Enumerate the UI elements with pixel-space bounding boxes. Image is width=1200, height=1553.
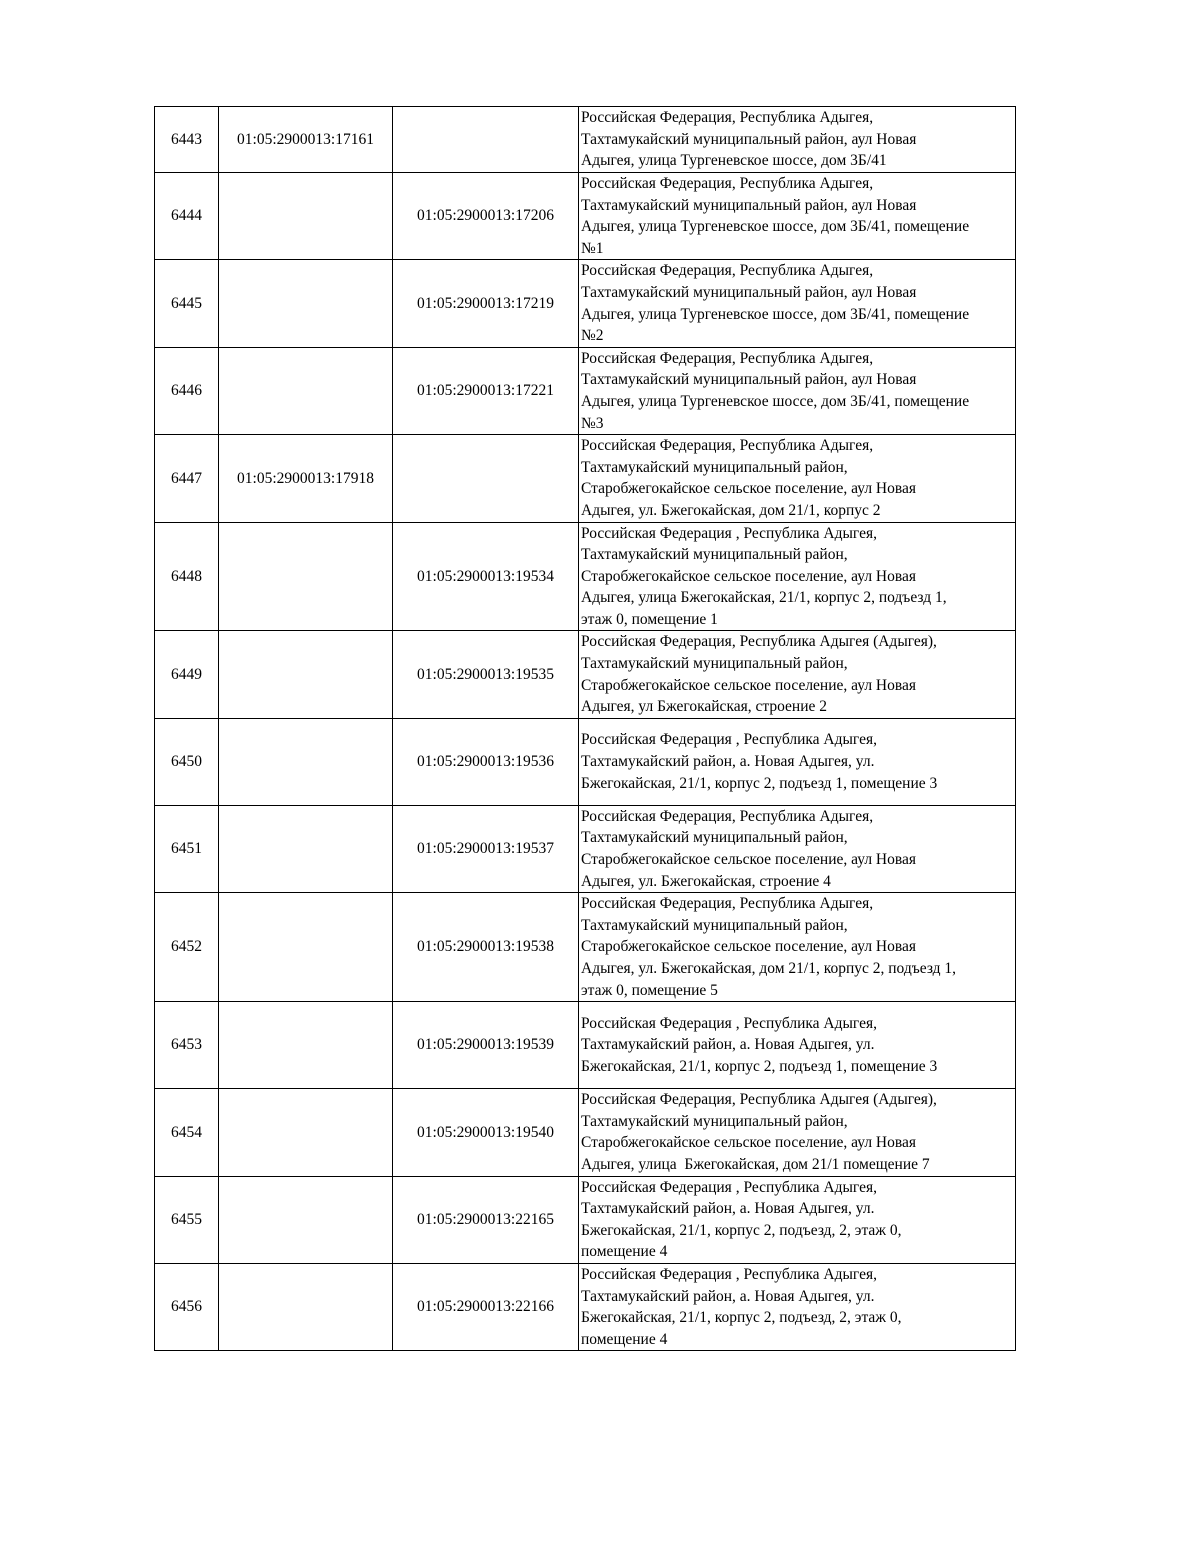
address-line: Российская Федерация, Республика Адыгея (Адыгея),	[581, 633, 937, 651]
row-number: 6447	[155, 435, 219, 522]
row-number: 6446	[155, 347, 219, 434]
parcel-cadastral-number	[219, 522, 393, 631]
row-number: 6444	[155, 173, 219, 260]
address-line: Старобжегокайское сельское поселение, аул Новая	[581, 567, 916, 585]
row-number: 6452	[155, 893, 219, 1002]
address-line: помещение 4	[581, 1243, 668, 1261]
premise-cadastral-number: 01:05:2900013:17221	[393, 347, 579, 434]
address-cell	[579, 718, 1016, 805]
address-line: Тахтамукайский район, а. Новая Адыгея, ул.	[581, 1287, 875, 1305]
address-line: №3	[581, 414, 604, 432]
table-row	[155, 435, 1016, 522]
address-line: Российская Федерация, Республика Адыгея,	[581, 349, 874, 367]
premise-cadastral-number: 01:05:2900013:17219	[393, 260, 579, 347]
address-cell	[579, 1089, 1016, 1176]
address-line: Старобжегокайское сельское поселение, аул Новая	[581, 938, 916, 956]
address-line: Бжегокайская, 21/1, корпус 2, подъезд, 2, этаж 0,	[581, 1221, 902, 1239]
row-number: 6449	[155, 631, 219, 718]
address-line: №2	[581, 327, 604, 345]
registry-table-body	[155, 107, 1016, 1351]
parcel-cadastral-number	[219, 1263, 393, 1350]
table-row	[155, 1002, 1016, 1089]
address-line: Бжегокайская, 21/1, корпус 2, подъезд 1, помещение 3	[581, 774, 938, 792]
address-line: Бжегокайская, 21/1, корпус 2, подъезд, 2, этаж 0,	[581, 1309, 902, 1327]
parcel-cadastral-number	[219, 893, 393, 1002]
parcel-cadastral-number	[219, 805, 393, 892]
premise-cadastral-number: 01:05:2900013:19537	[393, 805, 579, 892]
row-number: 6451	[155, 805, 219, 892]
premise-cadastral-number: 01:05:2900013:19535	[393, 631, 579, 718]
address-line: Старобжегокайское сельское поселение, аул Новая	[581, 851, 916, 869]
address-line: Российская Федерация , Республика Адыгея,	[581, 1178, 877, 1196]
row-number: 6443	[155, 107, 219, 173]
address-line: помещение 4	[581, 1330, 668, 1348]
address-cell	[579, 347, 1016, 434]
row-number: 6450	[155, 718, 219, 805]
table-row	[155, 1263, 1016, 1350]
parcel-cadastral-number	[219, 1176, 393, 1263]
premise-cadastral-number: 01:05:2900013:22166	[393, 1263, 579, 1350]
parcel-cadastral-number	[219, 631, 393, 718]
table-row	[155, 631, 1016, 718]
table-row	[155, 1176, 1016, 1263]
table-row	[155, 718, 1016, 805]
address-line: этаж 0, помещение 5	[581, 981, 718, 999]
address-line: Старобжегокайское сельское поселение, аул Новая	[581, 480, 916, 498]
address-line: Тахтамукайский муниципальный район, аул Новая	[581, 283, 917, 301]
address-line: №1	[581, 239, 604, 257]
address-line: Тахтамукайский муниципальный район,	[581, 546, 848, 564]
parcel-cadastral-number: 01:05:2900013:17918	[219, 435, 393, 522]
address-line: этаж 0, помещение 1	[581, 610, 718, 628]
address-line: Тахтамукайский муниципальный район, аул Новая	[581, 371, 917, 389]
parcel-cadastral-number	[219, 260, 393, 347]
address-line: Российская Федерация , Республика Адыгея,	[581, 1265, 877, 1283]
address-line: Тахтамукайский район, а. Новая Адыгея, ул.	[581, 753, 875, 771]
address-cell	[579, 893, 1016, 1002]
parcel-cadastral-number: 01:05:2900013:17161	[219, 107, 393, 173]
premise-cadastral-number	[393, 435, 579, 522]
address-line: Тахтамукайский муниципальный район, аул Новая	[581, 196, 917, 214]
address-cell	[579, 173, 1016, 260]
address-line: Тахтамукайский муниципальный район,	[581, 1112, 848, 1130]
table-row	[155, 893, 1016, 1002]
parcel-cadastral-number	[219, 718, 393, 805]
address-line: Адыгея, ул. Бжегокайская, строение 4	[581, 872, 831, 890]
premise-cadastral-number	[393, 107, 579, 173]
address-line: Адыгея, ул. Бжегокайская, дом 21/1, корпус 2	[581, 501, 881, 519]
address-cell	[579, 107, 1016, 173]
table-row	[155, 805, 1016, 892]
address-cell	[579, 805, 1016, 892]
address-cell	[579, 631, 1016, 718]
address-line: Российская Федерация, Республика Адыгея (Адыгея),	[581, 1091, 937, 1109]
registry-table	[154, 106, 1016, 1351]
address-line: Тахтамукайский муниципальный район, аул Новая	[581, 130, 917, 148]
premise-cadastral-number: 01:05:2900013:19539	[393, 1002, 579, 1089]
premise-cadastral-number: 01:05:2900013:17206	[393, 173, 579, 260]
address-line: Тахтамукайский муниципальный район,	[581, 916, 848, 934]
premise-cadastral-number: 01:05:2900013:22165	[393, 1176, 579, 1263]
address-line: Тахтамукайский район, а. Новая Адыгея, ул.	[581, 1036, 875, 1054]
address-line: Тахтамукайский муниципальный район,	[581, 655, 848, 673]
table-row	[155, 347, 1016, 434]
address-line: Адыгея, улица Тургеневское шоссе, дом 3Б/41, помещение	[581, 218, 970, 236]
premise-cadastral-number: 01:05:2900013:19538	[393, 893, 579, 1002]
address-line: Тахтамукайский муниципальный район,	[581, 829, 848, 847]
address-line: Адыгея, улица Тургеневское шоссе, дом 3Б/41	[581, 152, 887, 170]
parcel-cadastral-number	[219, 1002, 393, 1089]
table-row	[155, 522, 1016, 631]
address-cell	[579, 1002, 1016, 1089]
address-line: Тахтамукайский район, а. Новая Адыгея, ул.	[581, 1200, 875, 1218]
address-cell	[579, 1176, 1016, 1263]
address-line: Российская Федерация, Республика Адыгея,	[581, 262, 874, 280]
address-cell	[579, 260, 1016, 347]
row-number: 6445	[155, 260, 219, 347]
address-line: Российская Федерация , Республика Адыгея,	[581, 524, 877, 542]
address-line: Адыгея, улица Тургеневское шоссе, дом 3Б/41, помещение	[581, 305, 970, 323]
address-line: Российская Федерация, Республика Адыгея,	[581, 109, 874, 127]
address-line: Российская Федерация, Республика Адыгея,	[581, 437, 874, 455]
premise-cadastral-number: 01:05:2900013:19534	[393, 522, 579, 631]
address-line: Бжегокайская, 21/1, корпус 2, подъезд 1, помещение 3	[581, 1057, 938, 1075]
address-line: Адыгея, улица Тургеневское шоссе, дом 3Б/41, помещение	[581, 392, 970, 410]
address-cell	[579, 1263, 1016, 1350]
table-row	[155, 260, 1016, 347]
parcel-cadastral-number	[219, 1089, 393, 1176]
row-number: 6454	[155, 1089, 219, 1176]
parcel-cadastral-number	[219, 173, 393, 260]
row-number: 6456	[155, 1263, 219, 1350]
table-row	[155, 1089, 1016, 1176]
parcel-cadastral-number	[219, 347, 393, 434]
address-cell	[579, 522, 1016, 631]
address-cell	[579, 435, 1016, 522]
address-line: Тахтамукайский муниципальный район,	[581, 458, 848, 476]
premise-cadastral-number: 01:05:2900013:19540	[393, 1089, 579, 1176]
address-line: Адыгея, ул Бжегокайская, строение 2	[581, 698, 828, 716]
address-line: Адыгея, ул. Бжегокайская, дом 21/1, корпус 2, подъезд 1,	[581, 960, 957, 977]
address-line: Российская Федерация, Республика Адыгея,	[581, 807, 874, 825]
address-line: Российская Федерация, Республика Адыгея,	[581, 175, 874, 192]
row-number: 6453	[155, 1002, 219, 1089]
table-row	[155, 173, 1016, 260]
address-line: Российская Федерация, Республика Адыгея,	[581, 895, 874, 913]
address-line: Адыгея, улица Бжегокайская, дом 21/1 помещение 7	[581, 1155, 930, 1173]
address-line: Старобжегокайское сельское поселение, аул Новая	[581, 676, 916, 694]
table-row	[155, 107, 1016, 173]
address-line: Адыгея, улица Бжегокайская, 21/1, корпус 2, подъезд 1,	[581, 589, 947, 607]
premise-cadastral-number: 01:05:2900013:19536	[393, 718, 579, 805]
row-number: 6455	[155, 1176, 219, 1263]
row-number: 6448	[155, 522, 219, 631]
address-line: Старобжегокайское сельское поселение, аул Новая	[581, 1134, 916, 1152]
address-line: Российская Федерация , Республика Адыгея,	[581, 731, 877, 749]
address-line: Российская Федерация , Республика Адыгея,	[581, 1014, 877, 1032]
